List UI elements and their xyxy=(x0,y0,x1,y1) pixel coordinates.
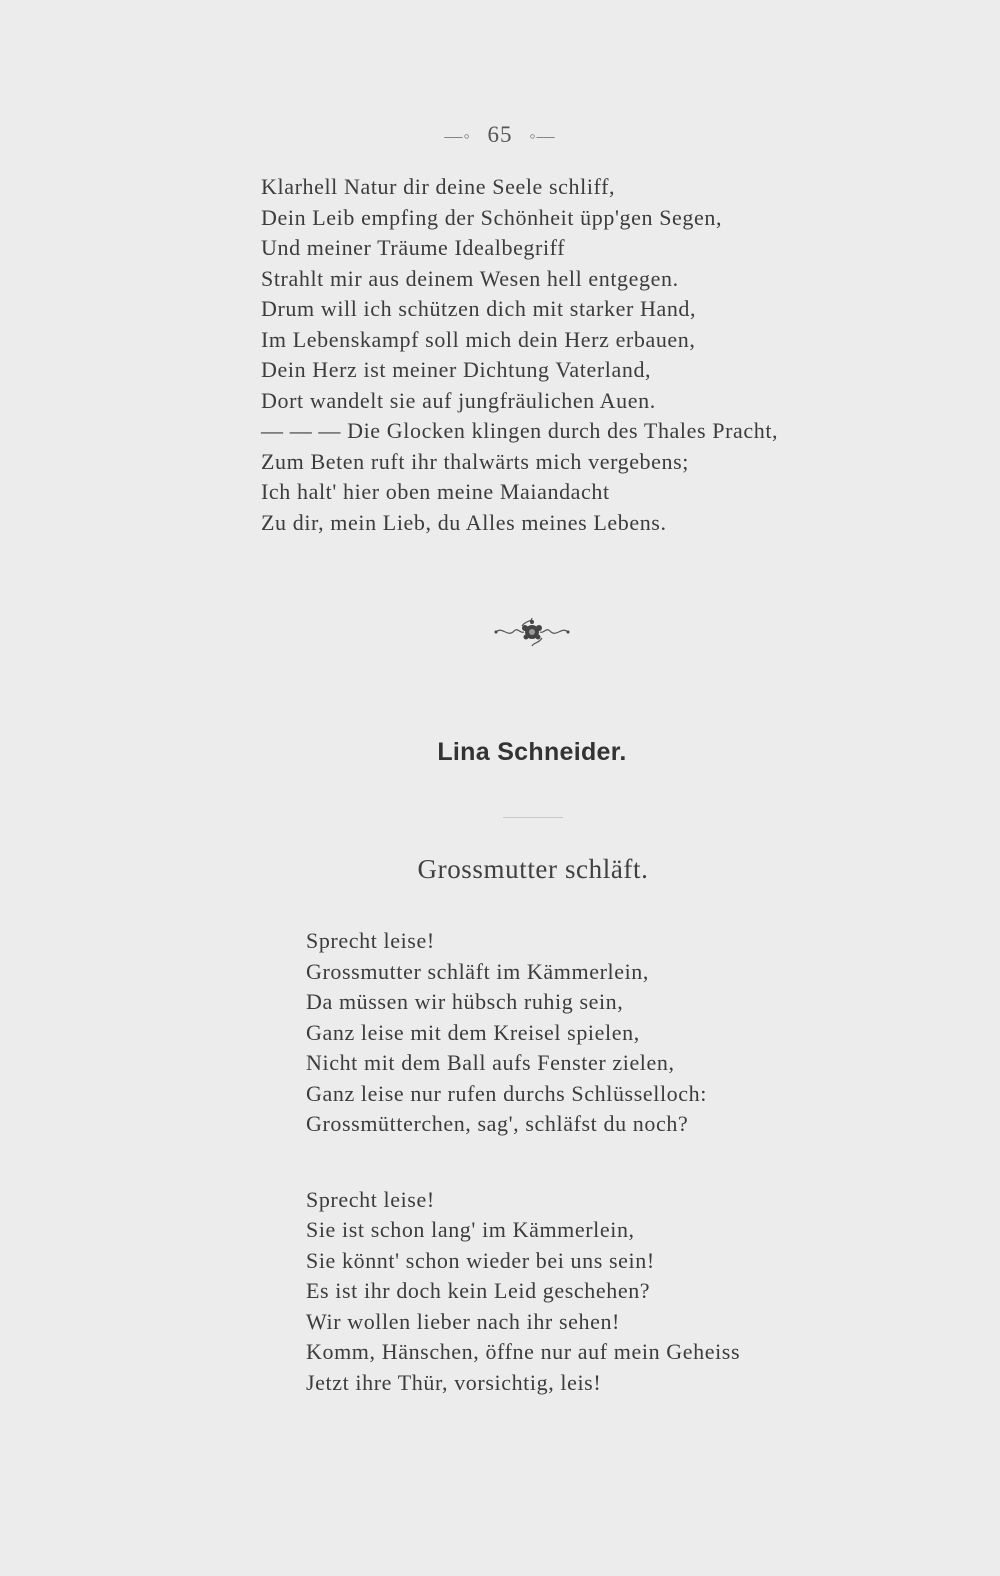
poem-line: Nicht mit dem Ball aufs Fenster zielen, xyxy=(306,1050,675,1075)
poem-continuation xyxy=(261,172,901,538)
page-number-header xyxy=(0,122,1000,148)
author-heading: Lina Schneider. xyxy=(437,738,627,766)
poem-line: Strahlt mir aus deinem Wesen hell entgegen. xyxy=(261,265,679,291)
poem-title: Grossmutter schläft. xyxy=(417,854,649,884)
poem-line: Wir wollen lieber nach ihr sehen! xyxy=(306,1308,620,1334)
poem-line: Drum will ich schützen dich mit starker Hand, xyxy=(261,296,697,321)
stanza xyxy=(306,1185,906,1399)
poem-line: Ich halt' hier oben meine Maiandacht xyxy=(261,479,610,504)
poem-line: Ganz leise nur rufen durchs Schlüsselloch: xyxy=(306,1080,707,1106)
poem-line: Grossmütterchen, sag', schläfst du noch? xyxy=(306,1111,689,1136)
right-dash-ornament: ◦— xyxy=(529,126,556,147)
stanza-gap xyxy=(306,1140,906,1185)
stanza xyxy=(306,926,906,1140)
left-dash-ornament: —◦ xyxy=(444,126,471,147)
poem-line: Im Lebenskampf soll mich dein Herz erbauen, xyxy=(261,326,696,352)
poem-line: Ganz leise mit dem Kreisel spielen, xyxy=(306,1019,640,1045)
poem-line: Zu dir, mein Lieb, du Alles meines Lebens. xyxy=(261,509,667,535)
poem-line: Sprecht leise! xyxy=(306,1186,435,1212)
divider-rule xyxy=(503,817,563,818)
poem-grossmutter xyxy=(306,926,906,1398)
poem-line: Es ist ihr doch kein Leid geschehen? xyxy=(306,1278,651,1303)
poem-line: Sie könnt' schon wieder bei uns sein! xyxy=(306,1247,655,1273)
poem-line: Dein Herz ist meiner Dichtung Vaterland, xyxy=(261,357,652,382)
poem-line: Sprecht leise! xyxy=(306,928,435,953)
poem-line: Sie ist schon lang' im Kämmerlein, xyxy=(306,1217,635,1242)
poem-line: Zum Beten ruft ihr thalwärts mich vergebens; xyxy=(261,448,689,474)
poem-line: Jetzt ihre Thür, vorsichtig, leis! xyxy=(306,1369,602,1395)
poem-line: Dort wandelt sie auf jungfräulichen Auen. xyxy=(261,387,656,413)
floral-ornament-icon xyxy=(492,614,572,650)
page-number: 65 xyxy=(487,122,513,147)
poem-line: Und meiner Träume Idealbegriff xyxy=(261,235,566,260)
poem-line: Grossmutter schläft im Kämmerlein, xyxy=(306,958,649,984)
poem-line: Klarhell Natur dir deine Seele schliff, xyxy=(261,174,616,199)
poem-line: Da müssen wir hübsch ruhig sein, xyxy=(306,989,624,1014)
poem-line: Dein Leib empfing der Schönheit üpp'gen Segen, xyxy=(261,204,723,230)
poem-line: — — — Die Glocken klingen durch des Thales Pracht, xyxy=(261,418,779,443)
poem-line: Komm, Hänschen, öffne nur auf mein Geheiss xyxy=(306,1339,741,1364)
